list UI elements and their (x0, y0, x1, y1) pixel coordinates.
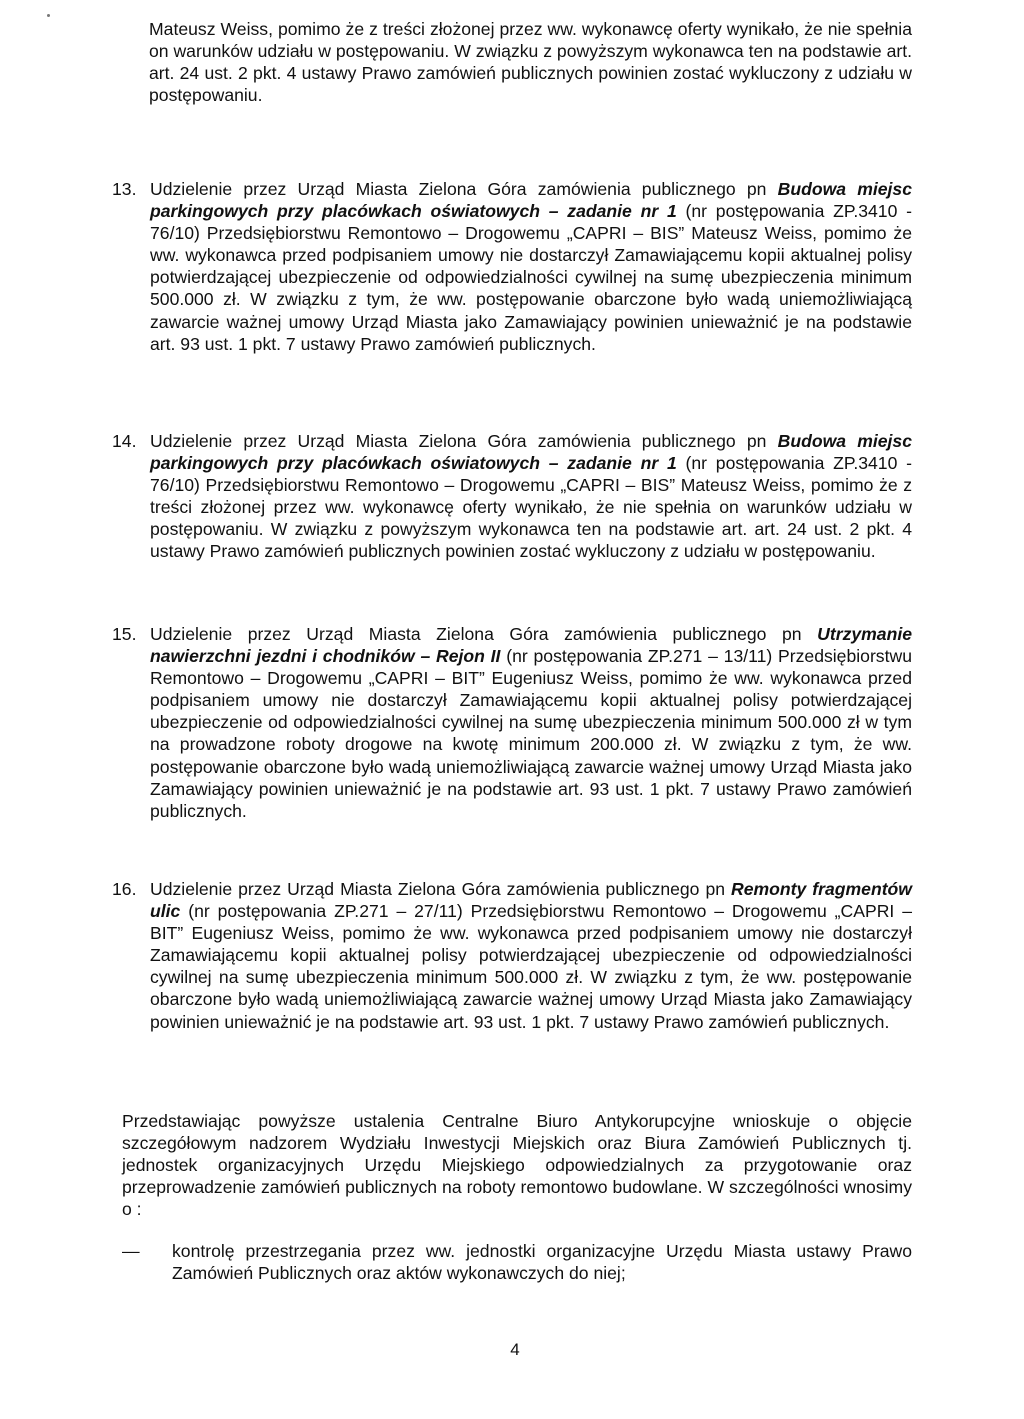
item-title: Budowa miejsc parkingowych przy placówkach oświatowych – zadanie nr 1 (150, 179, 912, 222)
item-text-before: Udzielenie przez Urząd Miasta Zielona Góra zamówienia publicznego pn (150, 879, 732, 899)
item-text (150, 878, 912, 1033)
closing-paragraph: Przedstawiając powyższe ustalenia Centralne Biuro Antykorupcyjne wnioskuje o objęcie szczegółowym nadzorem Wydziału Inwestycji Miejskich oraz Biura Zamówień Publicznych tj. jednostek organizacyjnych Urzędu Miejskiego odpowiedzialnych za przygotowanie oraz przeprowadzenie zamówień publicznych na roboty remontowo budowlane. W szczególności wnosimy o : (122, 1111, 912, 1220)
item-number: 15. (112, 624, 137, 644)
scan-speck (47, 14, 50, 17)
item-text-after: (nr postępowania ZP.3410 - 76/10) Przedsiębiorstwu Remontowo – Drogowemu „CAPRI – BIS” Mateusz Weiss, pomimo że z treści złożonej przez ww. wykonawcę oferty wynikało, że nie spełnia on warunków udziału w postępowaniu. W związku z powyższym wykonawca ten na podstawie art. art. 24 ust. 2 pkt. 4 ustawy Prawo zamówień publicznych powinien zostać wykluczony z udziału w postępowaniu. (150, 453, 913, 562)
item-text (150, 623, 912, 822)
bullet-item (122, 1240, 912, 1284)
item-text (150, 178, 912, 355)
item-text-before: Udzielenie przez Urząd Miasta Zielona Góra zamówienia publicznego pn (150, 179, 778, 199)
item-text-after: (nr postępowania ZP.271 – 13/11) Przedsiębiorstwu Remontowo – Drogowemu „CAPRI – BIT” Eugeniusz Weiss, pomimo że ww. wykonawca przed podpisaniem umowy nie dostarczył Zamawiającemu kopii aktualnej polisy potwierdzającej ubezpieczenie od odpowiedzialności cywilnej na sumę ubezpieczenia minimum 500.000 zł w tym na prowadzone roboty drogowe na kwotę minimum 200.000 zł. W związku z tym, że ww. postępowanie obarczone było wadą uniemożliwiającą zawarcie ważnej umowy Urząd Miasta jako Zamawiający powinien unieważnić je na podstawie art. 93 ust. 1 pkt. 7 ustawy Prawo zamówień publicznych. (150, 646, 912, 821)
list-item-13 (112, 178, 912, 355)
list-item-15 (112, 623, 912, 822)
item-text-after: (nr postępowania ZP.3410 - 76/10) Przedsiębiorstwu Remontowo – Drogowemu „CAPRI – BIS” Mateusz Weiss, pomimo że ww. wykonawca przed podpisaniem umowy nie dostarczył Zamawiającemu kopii aktualnej polisy potwierdzającej ubezpieczenie od odpowiedzialności cywilnej na sumę ubezpieczenia minimum 500.000 zł. W związku z tym, że ww. postępowanie obarczone było wadą uniemożliwiającą zawarcie ważnej umowy Urząd Miasta jako Zamawiający powinien unieważnić je na podstawie art. 93 ust. 1 pkt. 7 ustawy Prawo zamówień publicznych. (150, 201, 913, 354)
item-title: Budowa miejsc parkingowych przy placówkach oświatowych – zadanie nr 1 (150, 431, 912, 474)
list-item-16 (112, 878, 912, 1033)
item-text-after: (nr postępowania ZP.271 – 27/11) Przedsiębiorstwu Remontowo – Drogowemu „CAPRI – BIT” Eugeniusz Weiss, pomimo że ww. wykonawca przed podpisaniem umowy nie dostarczył Zamawiającemu kopii aktualnej polisy potwierdzającej ubezpieczenie od odpowiedzialności cywilnej na sumę ubezpieczenia minimum 500.000 zł. W związku z tym, że ww. postępowanie obarczone było wadą uniemożliwiającą zawarcie ważnej umowy Urząd Miasta jako Zamawiający powinien unieważnić je na podstawie art. 93 ust. 1 pkt. 7 ustawy Prawo zamówień publicznych. (150, 901, 912, 1032)
item-text-before: Udzielenie przez Urząd Miasta Zielona Góra zamówienia publicznego pn (150, 431, 778, 451)
bullet-dash: — (122, 1241, 140, 1261)
item-number: 14. (112, 431, 137, 451)
item-number: 13. (112, 179, 137, 199)
item-text (150, 430, 912, 563)
item-text-before: Udzielenie przez Urząd Miasta Zielona Góra zamówienia publicznego pn (150, 624, 818, 644)
item-title: Utrzymanie nawierzchni jezdni i chodników – Rejon II (150, 624, 912, 667)
item-title: Remonty fragmentów ulic (150, 879, 912, 922)
item-number: 16. (112, 879, 137, 899)
page-number: 4 (510, 1340, 520, 1359)
bullet-text: kontrolę przestrzegania przez ww. jednostki organizacyjne Urzędu Miasta ustawy Prawo Zamówień Publicznych oraz aktów wykonawczych do niej; (172, 1241, 912, 1284)
intro-paragraph: Mateusz Weiss, pomimo że z treści złożonej przez ww. wykonawcę oferty wynikało, że nie spełnia on warunków udziału w postępowaniu. W związku z powyższym wykonawca ten na podstawie art. art. 24 ust. 2 pkt. 4 ustawy Prawo zamówień publicznych powinien zostać wykluczony z udziału w postępowaniu. (149, 19, 912, 106)
list-item-14 (112, 430, 912, 563)
